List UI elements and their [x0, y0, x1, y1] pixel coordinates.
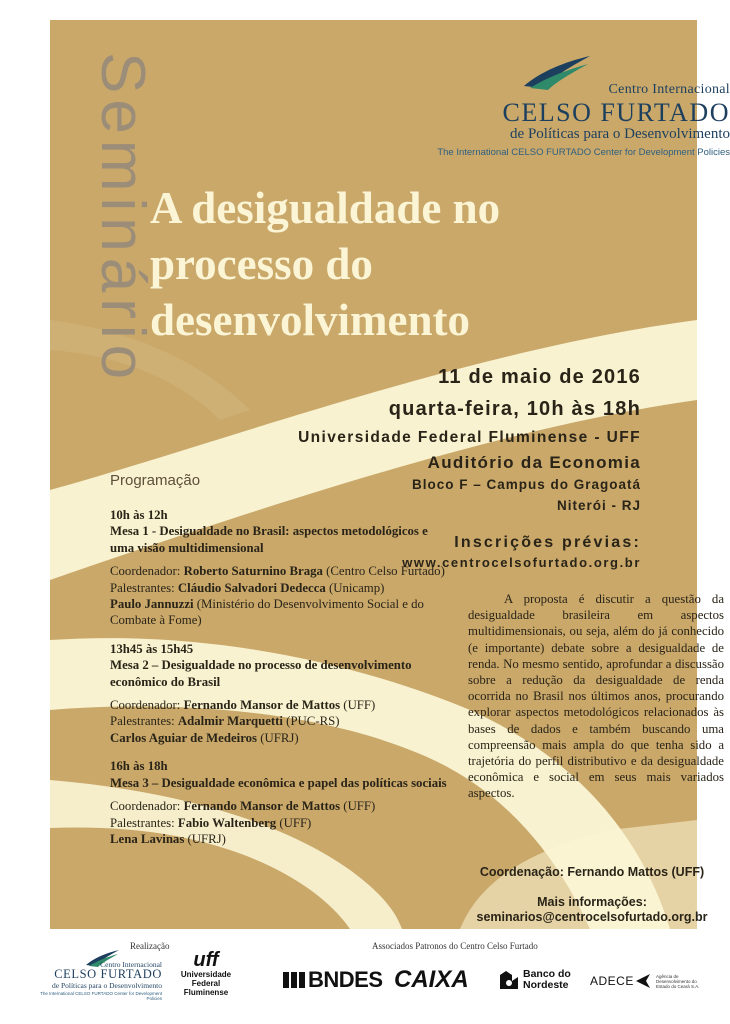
speaker-name: Fabio Waltenberg — [177, 815, 277, 830]
adece-sub-text: Agência de Desenvolvimento do Estado do Ceará S.A. — [656, 974, 700, 989]
speakers-label: Palestrantes: — [110, 714, 178, 729]
event-day-time: quarta-feira, 10h às 18h — [388, 398, 641, 420]
coordinator-label: Coordenador: — [110, 799, 184, 814]
footer-logo-english-text: The International CELSO FURTADO Center for Development Policies — [40, 991, 162, 1001]
title-line: processo do — [150, 239, 373, 289]
speaker-name: Paulo Jannuzzi — [110, 597, 194, 612]
session-time: 13h45 às 15h45 — [110, 641, 194, 656]
poster — [50, 20, 730, 929]
event-city: Niterói - RJ — [556, 498, 641, 513]
program-session — [110, 641, 455, 746]
footer-logo-main-text: CELSO FURTADO — [54, 967, 162, 981]
bn-line: Banco do — [523, 968, 571, 980]
session-coordinator — [110, 798, 455, 814]
uff-logo-icon — [184, 949, 228, 969]
caixa-logo-text: CAIXA — [394, 966, 469, 993]
coordinator-affiliation: (Centro Celso Furtado) — [322, 564, 445, 579]
adece-logo-icon — [634, 972, 652, 990]
speakers-label: Palestrantes: — [110, 815, 178, 830]
adece-logo-text: ADECE — [590, 974, 634, 988]
session-speaker — [110, 713, 455, 729]
session-coordinator — [110, 697, 455, 713]
session-speaker — [110, 730, 455, 746]
speaker-name: Adalmir Marquetti — [177, 714, 283, 729]
logo-main-text: CELSO FURTADO — [502, 98, 730, 127]
title-line: desenvolvimento — [150, 295, 470, 345]
description-paragraph: A proposta é discutir a questão da desigualdade brasileira em aspectos multidimensionais, ou seja, além do já conhecido (e importante) debate sobre a desigualdade de renda. No mesmo sentido, aprofundar a discussão sobre a redução da desigualdade de renda ocorrida no Brasil nos últimos anos, procurando explorar aspectos metodológicos relacionados às bases de dados e também buscando uma compreensão mais ampla do que tenha sido a trajetória do perfil distributivo e da desigualdade econômica e social em seus mais variados aspectos. — [468, 592, 724, 801]
speaker-name: Lena Lavinas — [110, 831, 185, 846]
realizacao-label: Realização — [130, 941, 170, 951]
session-coordinator — [110, 563, 455, 579]
speaker-affiliation: (UFF) — [276, 815, 312, 830]
event-building: Bloco F – Campus do Gragoatá — [411, 477, 641, 492]
side-word-text: Seminário — [88, 52, 157, 386]
event-auditorium: Auditório da Economia — [427, 453, 641, 472]
session-time: 10h às 12h — [110, 508, 168, 522]
speaker-name: Carlos Aguiar de Medeiros — [110, 730, 258, 745]
coordinator-name: Roberto Saturnino Braga — [183, 564, 323, 579]
session-speaker — [110, 596, 455, 629]
uff-name-line: Universidade — [180, 970, 232, 979]
session-speaker — [110, 580, 455, 596]
program-session — [110, 507, 455, 629]
title-line: A desigualdade no — [150, 183, 501, 233]
seminar-title — [150, 180, 710, 348]
footer-logo-top-text: Centro Internacional — [100, 960, 162, 969]
logo-top-text: Centro Internacional — [608, 82, 730, 97]
speaker-affiliation: (UFRJ) — [184, 831, 226, 846]
coordinator-affiliation: (UFF) — [340, 698, 376, 713]
bndes-logo-text: BNDES — [308, 967, 383, 992]
program-session — [110, 758, 455, 847]
bndes-logo-icon — [283, 970, 305, 990]
bn-line: Nordeste — [523, 979, 569, 991]
session-title: Mesa 2 – Desigualdade no processo de desenvolvimento econômico do Brasil — [110, 658, 412, 689]
speaker-affiliation: (UFRJ) — [257, 730, 299, 745]
more-info-email[interactable]: seminarios@centrocelsofurtado.org.br — [476, 910, 708, 924]
svg-text:uff: uff — [193, 949, 219, 971]
speakers-label: Palestrantes: — [110, 580, 178, 595]
session-speaker — [110, 815, 455, 831]
speaker-affiliation: (PUC-RS) — [282, 714, 340, 729]
session-title: Mesa 1 - Desigualdade no Brasil: aspectos metodológicos e uma visão multidimensional — [110, 524, 428, 555]
registration-url: www.centrocelsofurtado.org.br — [402, 555, 641, 570]
coordinator-affiliation: (UFF) — [340, 799, 376, 814]
banco-do-nordeste-logo-icon — [498, 969, 520, 991]
coordinator-name: Fernando Mansor de Mattos — [183, 698, 341, 713]
session-title: Mesa 3 – Desigualdade econômica e papel das políticas sociais — [110, 775, 447, 790]
seminar-coordination: Coordenação: Fernando Mattos (UFF) — [479, 865, 705, 879]
coordinator-name: Fernando Mansor de Mattos — [183, 799, 341, 814]
event-university: Universidade Federal Fluminense - UFF — [298, 429, 641, 446]
associados-label: Associados Patronos do Centro Celso Furtado — [372, 941, 538, 951]
speaker-affiliation: (Unicamp) — [325, 580, 385, 595]
program-list — [110, 507, 455, 859]
speaker-affiliation: (Ministério do Desenvolvimento Social e do Combate à Fome) — [110, 597, 424, 628]
event-date: 11 de maio de 2016 — [438, 366, 641, 388]
coordinator-label: Coordenador: — [110, 698, 184, 713]
session-speaker — [110, 831, 455, 847]
seminar-description — [468, 591, 724, 802]
uff-name-line: Federal — [191, 979, 221, 988]
logo-english-text: The International CELSO FURTADO Center for Development Policies — [437, 147, 730, 158]
more-info-label: Mais informações: — [537, 895, 647, 909]
footer-logo-sub-text: de Políticas para o Desenvolvimento — [52, 981, 162, 990]
speaker-name: Cláudio Salvadori Dedecca — [177, 580, 326, 595]
session-time: 16h às 18h — [110, 759, 168, 774]
footer-sponsors — [0, 929, 727, 1024]
uff-name — [176, 970, 236, 997]
program-title: Programação — [110, 472, 201, 489]
coordinator-label: Coordenador: — [110, 564, 184, 579]
registration-label: Inscrições prévias: — [454, 534, 641, 551]
uff-name-line: Fluminense — [183, 988, 229, 997]
logo-sub-text: de Políticas para o Desenvolvimento — [510, 126, 730, 142]
banco-do-nordeste-logo-text — [523, 969, 571, 991]
